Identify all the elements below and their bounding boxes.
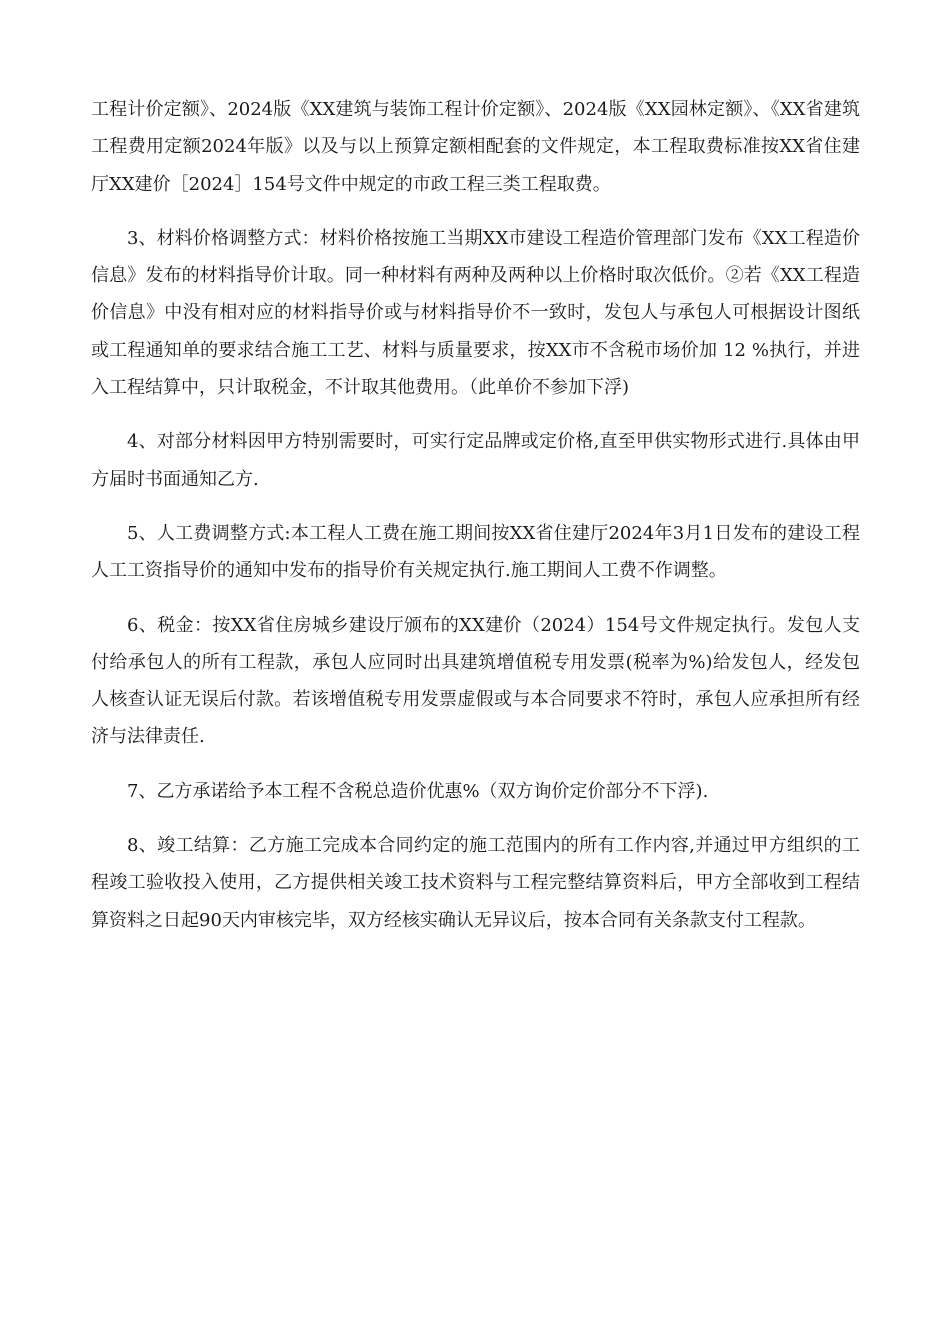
- paragraph-taxes: 6、税金：按XX省住房城乡建设厅颁布的XX建价（2024）154号文件规定执行。发包人支付给承包人的所有工程款，承包人应同时出具建筑增值税专用发票(税率为%)给发包人，经发包人核查认证无误后付款。若该增值税专用发票虚假或与本合同要求不符时，承包人应承担所有经济与法律责任.: [91, 614, 860, 748]
- paragraph-labor-cost-adjustment: 5、人工费调整方式:本工程人工费在施工期间按XX省住建厅2024年3月1日发布的建设工程人工工资指导价的通知中发布的指导价有关规定执行.施工期间人工费不作调整。: [91, 522, 860, 582]
- paragraph-discount-commitment: 7、乙方承诺给予本工程不含税总造价优惠%（双方询价定价部分不下浮).: [127, 780, 709, 802]
- paragraph-pricing-standards: 工程计价定额》、2024版《XX建筑与装饰工程计价定额》、2024版《XX园林定额》、《XX省建筑工程费用定额2024年版》以及与以上预算定额相配套的文件规定，本工程取费标准按XX省住建厅XX建价［2024］154号文件中规定的市政工程三类工程取费。: [91, 99, 860, 195]
- paragraph-material-price-adjustment: 3、材料价格调整方式：材料价格按施工当期XX市建设工程造价管理部门发布《XX工程造价信息》发布的材料指导价计取。同一种材料有两种及两种以上价格时取次低价。②若《XX工程造价信息》中没有相对应的材料指导价或与材料指导价不一致时，发包人与承包人可根据设计图纸或工程通知单的要求结合施工工艺、材料与质量要求，按XX市不含税市场价加 12 %执行，并进入工程结算中，只计取税金，不计取其他费用。（此单价不参加下浮): [91, 227, 860, 399]
- paragraph-designated-materials: 4、对部分材料因甲方特别需要时，可实行定品牌或定价格,直至甲供实物形式进行.具体由甲方届时书面通知乙方.: [91, 431, 860, 490]
- paragraph-final-settlement: 8、竣工结算：乙方施工完成本合同约定的施工范围内的所有工作内容,并通过甲方组织的工程竣工验收投入使用，乙方提供相关竣工技术资料与工程完整结算资料后，甲方全部收到工程结算资料之日起90天内审核完毕，双方经核实确认无异议后，按本合同有关条款支付工程款。: [91, 835, 860, 931]
- document-body: [91, 91, 860, 956]
